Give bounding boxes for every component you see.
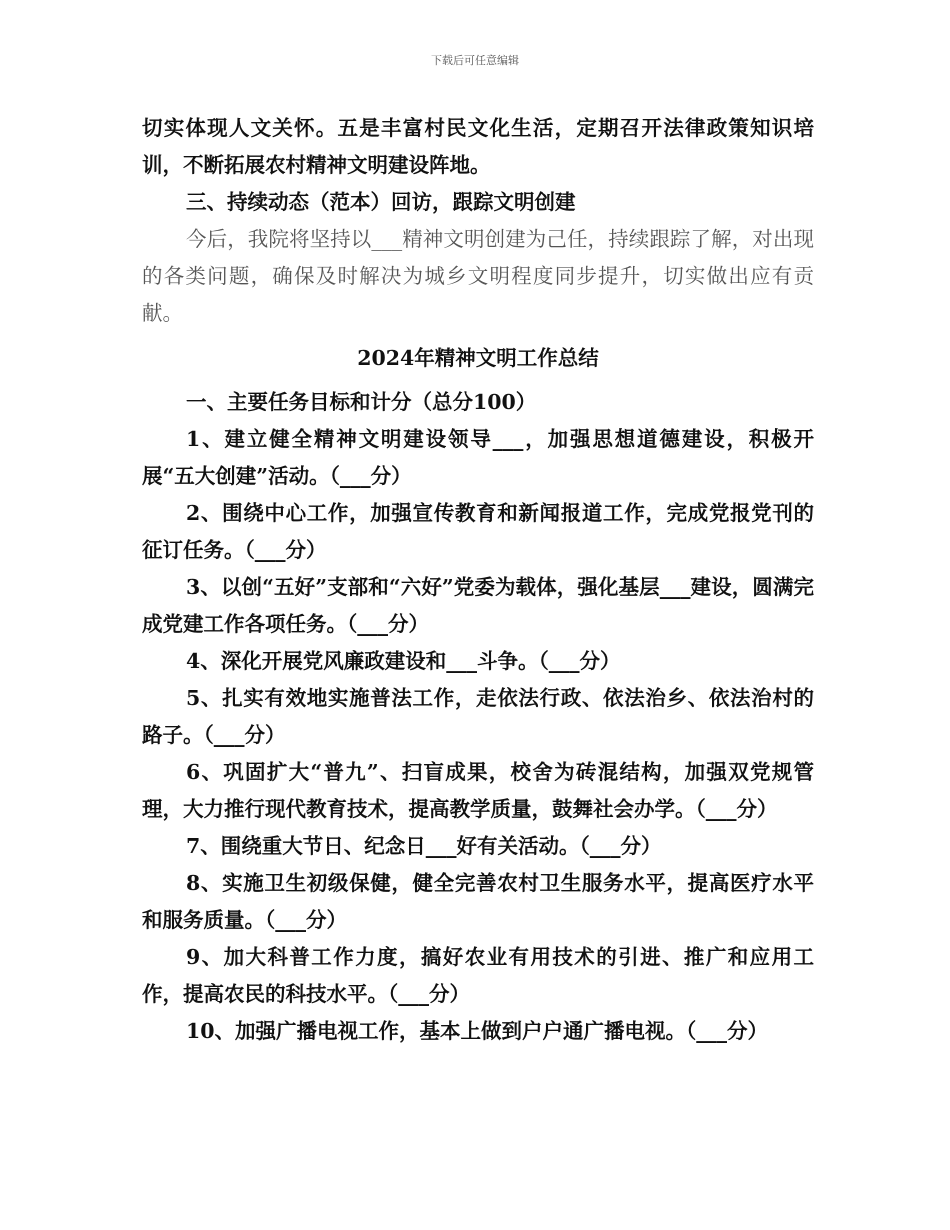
list-item-8: 8、实施卫生初级保健，健全完善农村卫生服务水平，提高医疗水平和服务质量。（___分）	[142, 871, 814, 932]
list-item-4: 4、深化开展党风廉政建设和___斗争。（___分）	[186, 649, 621, 673]
list-item-6: 6、巩固扩大“普九”、扫盲成果，校舍为砖混结构，加强双党规管理，大力推行现代教育技术，提高教学质量，鼓舞社会办学。（___分）	[142, 760, 814, 821]
list-item-10: 10、加强广播电视工作，基本上做到户户通广播电视。（___分）	[186, 1019, 769, 1043]
paragraph-future: 今后，我院将坚持以___精神文明创建为己任，持续跟踪了解，对出现的各类问题，确保及时解决为城乡文明程度同步提升，切实做出应有贡献。	[142, 227, 814, 325]
paragraph-continuation: 切实体现人文关怀。五是丰富村民文化生活，定期召开法律政策知识培训，不断拓展农村精神文明建设阵地。	[142, 116, 814, 177]
list-item-7: 7、围绕重大节日、纪念日___好有关活动。（___分）	[186, 834, 662, 858]
document-body	[142, 110, 814, 1050]
list-item-9: 9、加大科普工作力度，搞好农业有用技术的引进、推广和应用工作，提高农民的科技水平。（___分）	[142, 945, 814, 1006]
list-item-5: 5、扎实有效地实施普法工作，走依法行政、依法治乡、依法治村的路子。（___分）	[142, 686, 814, 747]
list-item-2: 2、围绕中心工作，加强宣传教育和新闻报道工作，完成党报党刊的征订任务。（___分）	[142, 501, 814, 562]
document-title: 2024年精神文明工作总结	[357, 346, 599, 370]
list-item-1: 1、建立健全精神文明建设领导___，加强思想道德建设，积极开展“五大创建”活动。（___分）	[142, 427, 814, 488]
section-heading-3: 三、持续动态（范本）回访，跟踪文明创建	[186, 190, 576, 214]
section-heading-1: 一、主要任务目标和计分（总分100）	[186, 390, 537, 414]
list-item-3: 3、以创“五好”支部和“六好”党委为载体，强化基层___建设，圆满完成党建工作各项任务。（___分）	[142, 575, 814, 636]
page-header: 下载后可任意编辑	[431, 54, 519, 67]
